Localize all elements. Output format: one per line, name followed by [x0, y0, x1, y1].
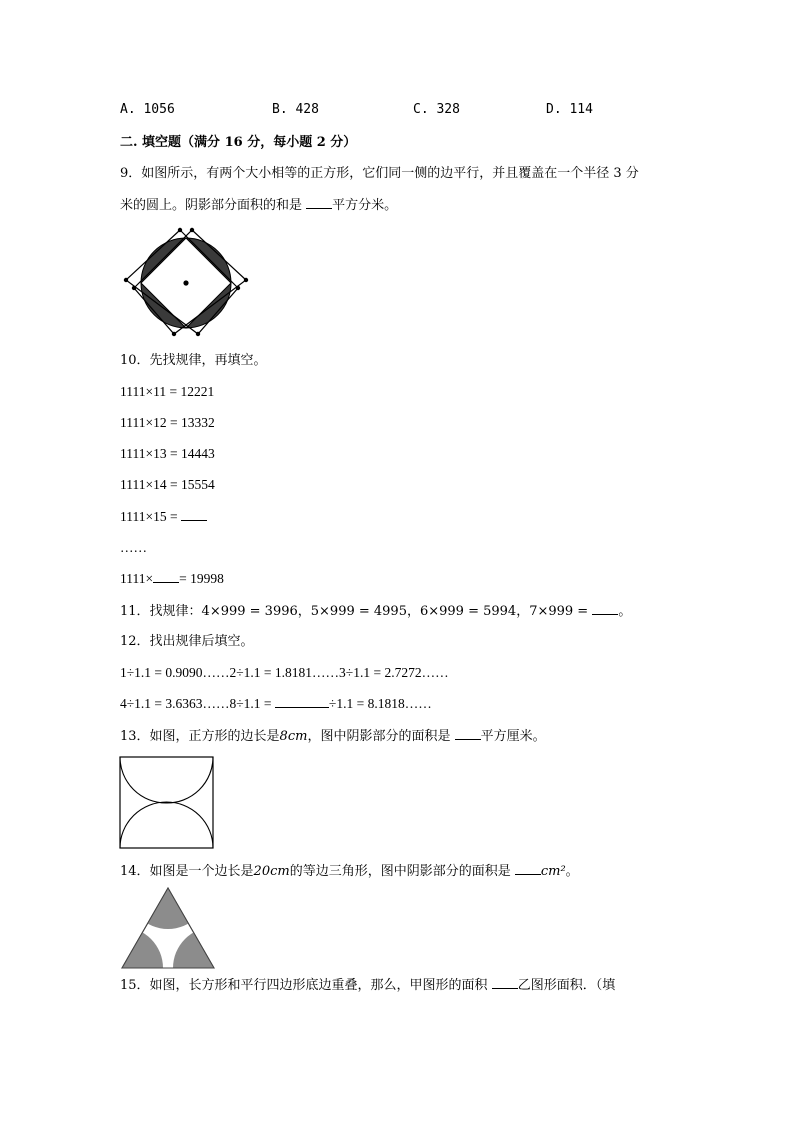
answer-blank: [181, 508, 207, 521]
option-a: A. 1056: [120, 102, 175, 117]
equation-row-blank: 1111× = 19998: [120, 571, 224, 586]
question-10-title: 10．先找规律，再填空。: [120, 353, 267, 368]
answer-blank: [492, 976, 518, 989]
question-15: 15．如图，长方形和平行四边形底边重叠，那么，甲图形的面积 乙图形面积．（填: [120, 978, 616, 993]
answer-blank: [455, 727, 481, 740]
equation-row: 1111×14 = 15554: [120, 477, 215, 492]
equation-row: 1111×13 = 14443: [120, 446, 215, 461]
question-11: 11．找规律：4×999 = 3996，5×999 = 4995，6×999 = 5994，7×999 = 。: [120, 604, 632, 619]
question-9-line2: 米的圆上。阴影部分面积的和是 平方分米。: [120, 198, 398, 213]
q14-figure: [120, 886, 216, 970]
equation-row: 1111×11 = 12221: [120, 384, 215, 399]
question-12-title: 12．找出规律后填空。: [120, 634, 254, 649]
option-b: B. 428: [272, 102, 319, 117]
option-d: D. 114: [546, 102, 593, 117]
question-12-row1: 1÷1.1 = 0.9090……2÷1.1 = 1.8181……3÷1.1 = 2.7272……: [120, 665, 449, 680]
question-14: 14．如图是一个边长是20cm的等边三角形，图中阴影部分的面积是 cm²。: [120, 864, 579, 879]
question-9-line1: 9．如图所示，有两个大小相等的正方形，它们同一侧的边平行，并且覆盖在一个半径 3 分: [120, 166, 639, 181]
equation-row-blank: 1111×15 =: [120, 508, 207, 526]
question-12-row2: 4÷1.1 = 3.6363……8÷1.1 = ÷1.1 = 8.1818……: [120, 696, 432, 711]
answer-blank: [275, 695, 329, 708]
answer-blank: [515, 862, 541, 875]
ellipsis: ……: [120, 540, 147, 555]
option-c: C. 328: [413, 102, 460, 117]
q13-figure: [119, 756, 215, 850]
question-13: 13．如图，正方形的边长是8cm，图中阴影部分的面积是 平方厘米。: [120, 729, 546, 744]
answer-blank: [153, 570, 179, 583]
section-title: 二. 填空题（满分 16 分，每小题 2 分）: [120, 135, 357, 150]
answer-blank: [306, 196, 332, 209]
answer-blank: [592, 602, 618, 615]
q9-figure: [118, 222, 254, 340]
equation-row: 1111×12 = 13332: [120, 415, 215, 430]
